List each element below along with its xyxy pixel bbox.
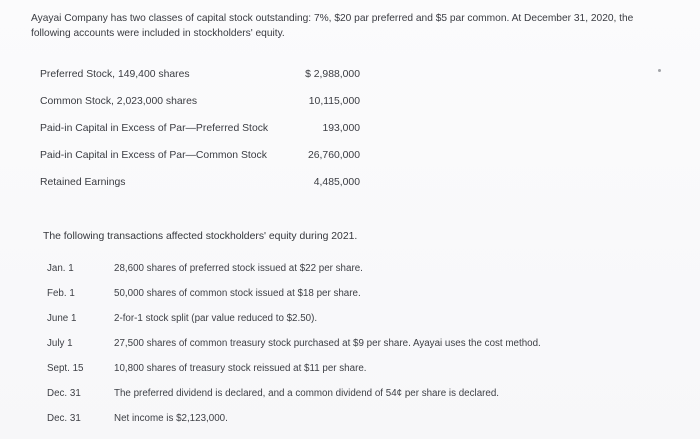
account-amount: 26,760,000 [307,150,360,161]
transaction-date: June 1 [47,313,77,324]
transaction-description: 10,800 shares of treasury stock reissued at $11 per share. [114,363,367,374]
transaction-date: Dec. 31 [47,413,81,424]
account-row [40,120,380,147]
transactions-list [47,262,647,437]
account-name: Paid-in Capital in Excess of Par—Common Stock [40,150,267,161]
transaction-date: Sept. 15 [47,363,84,374]
account-amount: 4,485,000 [313,177,360,188]
transaction-row [47,412,647,437]
transaction-date: Feb. 1 [47,288,75,299]
transaction-date: Jan. 1 [47,263,74,274]
account-name: Paid-in Capital in Excess of Par—Preferred Stock [40,123,269,134]
transaction-row [47,362,647,387]
account-name: Common Stock, 2,023,000 shares [40,96,198,107]
transaction-description: 50,000 shares of common stock issued at $18 per share. [114,288,361,299]
account-row [40,93,380,120]
account-amount: $ 2,988,000 [305,69,360,80]
transaction-date: July 1 [47,338,73,349]
transaction-description: 2-for-1 stock split (par value reduced to $2.50). [114,313,318,324]
transaction-row [47,337,647,362]
account-row [40,174,380,201]
intro-line-2: following accounts were included in stockholders' equity. [31,28,285,39]
transaction-row [47,287,647,312]
intro-line-1: Ayayai Company has two classes of capital stock outstanding: 7%, $20 par preferred and $5 par common. At December 31, 2020, the [31,13,634,24]
account-amount: 193,000 [322,123,360,134]
account-row [40,147,380,174]
accounts-table [40,66,380,201]
account-name: Retained Earnings [40,177,126,188]
transaction-description: 27,500 shares of common treasury stock purchased at $9 per share. Ayayai uses the cost method. [114,338,541,349]
transaction-row [47,262,647,287]
intro-paragraph [31,11,686,41]
account-row [40,66,380,93]
transaction-description: Net income is $2,123,000. [114,413,228,424]
transaction-description: 28,600 shares of preferred stock issued at $22 per share. [114,263,363,274]
transaction-row [47,387,647,412]
transaction-description: The preferred dividend is declared, and a common dividend of 54¢ per share is declared. [114,388,500,399]
cursor-dot-icon [658,69,661,72]
account-name: Preferred Stock, 149,400 shares [40,69,190,80]
account-amount: 10,115,000 [308,96,360,107]
transaction-row [47,312,647,337]
transaction-date: Dec. 31 [47,388,81,399]
transactions-heading: The following transactions affected stockholders' equity during 2021. [43,231,358,242]
